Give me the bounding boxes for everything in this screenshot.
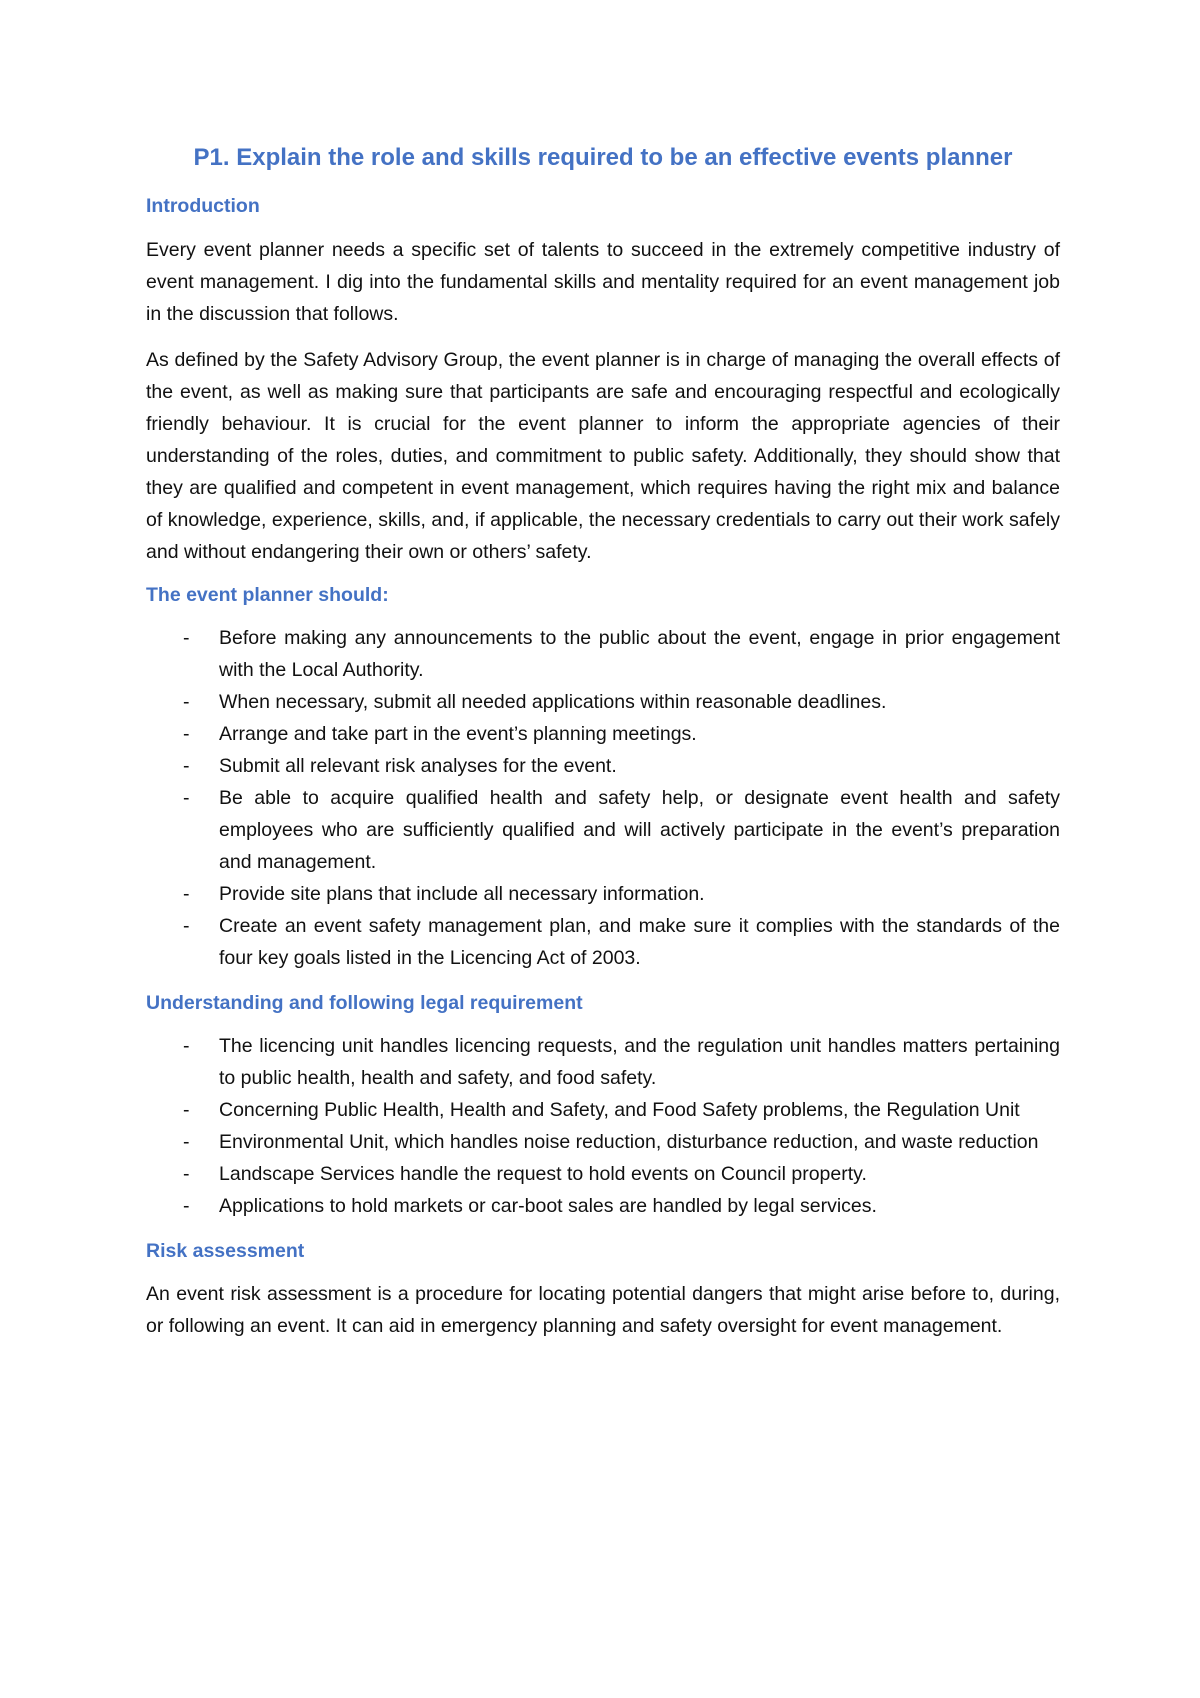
list-item-text: When necessary, submit all needed applications within reasonable deadlines.	[219, 690, 887, 713]
list-item	[146, 910, 1060, 974]
dash-bullet: -	[183, 626, 190, 649]
dash-bullet: -	[183, 722, 190, 745]
list-item-text: Submit all relevant risk analyses for the event.	[219, 754, 617, 777]
dash-bullet: -	[183, 1195, 190, 1218]
list-item-text: Applications to hold markets or car-boot sales are handled by legal services.	[219, 1195, 877, 1218]
list-item	[146, 718, 1060, 750]
list-item-text: Be able to acquire qualified health and safety help, or designate event health and safety employees who are sufficiently qualified and will actively participate in the event’s preparation and management.	[219, 786, 1060, 873]
risk-assessment-heading: Risk assessment	[146, 1240, 305, 1263]
list-item	[146, 1030, 1060, 1094]
list-item	[146, 1094, 1060, 1126]
list-item	[146, 1190, 1060, 1222]
list-item	[146, 878, 1060, 910]
dash-bullet: -	[183, 914, 190, 937]
dash-bullet: -	[183, 1163, 190, 1186]
dash-bullet: -	[183, 754, 190, 777]
risk-assessment-paragraph: An event risk assessment is a procedure for locating potential dangers that might arise before to, during, or following an event. It can aid in emergency planning and safety oversight for event management.	[146, 1283, 1060, 1338]
introduction-paragraph: Every event planner needs a specific set of talents to succeed in the extremely competitive industry of event management. I dig into the fundamental skills and mentality required for an event management job in the discussion that follows.	[146, 238, 1060, 325]
document-title: P1. Explain the role and skills required to be an effective events planner	[193, 144, 1013, 171]
list-item-text: Create an event safety management plan, and make sure it complies with the standards of the four key goals listed in the Licencing Act of 2003.	[219, 914, 1060, 969]
dash-bullet: -	[183, 882, 190, 905]
list-item-text: Landscape Services handle the request to hold events on Council property.	[219, 1163, 867, 1186]
list-item	[146, 622, 1060, 686]
dash-bullet: -	[183, 1099, 190, 1122]
introduction-heading: Introduction	[146, 195, 260, 218]
list-item-text: Arrange and take part in the event’s planning meetings.	[219, 722, 697, 745]
dash-bullet: -	[183, 1035, 190, 1058]
dash-bullet: -	[183, 690, 190, 713]
list-item	[146, 750, 1060, 782]
list-item-text: Environmental Unit, which handles noise reduction, disturbance reduction, and waste reduction	[219, 1131, 1039, 1154]
list-item-text: Provide site plans that include all necessary information.	[219, 882, 705, 905]
document-body	[146, 142, 1060, 1356]
list-item	[146, 1158, 1060, 1190]
list-item-text: Concerning Public Health, Health and Safety, and Food Safety problems, the Regulation Unit	[219, 1099, 1020, 1122]
list-item-text: The licencing unit handles licencing requests, and the regulation unit handles matters pertaining to public health, health and safety, and food safety.	[219, 1035, 1060, 1090]
dash-bullet: -	[183, 786, 190, 809]
legal-requirement-heading: Understanding and following legal requirement	[146, 991, 583, 1014]
list-item-text: Before making any announcements to the public about the event, engage in prior engagement with the Local Authority.	[219, 626, 1060, 681]
planner-duties-list	[146, 622, 1060, 974]
list-item	[146, 782, 1060, 878]
legal-units-list	[146, 1030, 1060, 1222]
list-item	[146, 1126, 1060, 1158]
list-item	[146, 686, 1060, 718]
planner-should-heading: The event planner should:	[146, 583, 389, 606]
safety-advisory-paragraph: As defined by the Safety Advisory Group, the event planner is in charge of managing the overall effects of the event, as well as making sure that participants are safe and encouraging respectful and ecologically friendly behaviour. It is crucial for the event planner to inform the appropriate agencies of their understanding of the roles, duties, and commitment to public safety. Additionally, they should show that they are qualified and competent in event management, which requires having the right mix and balance of knowledge, experience, skills, and, if applicable, the necessary credentials to carry out their work safely and without endangering their own or others’ safety.	[146, 348, 1060, 563]
dash-bullet: -	[183, 1131, 190, 1154]
